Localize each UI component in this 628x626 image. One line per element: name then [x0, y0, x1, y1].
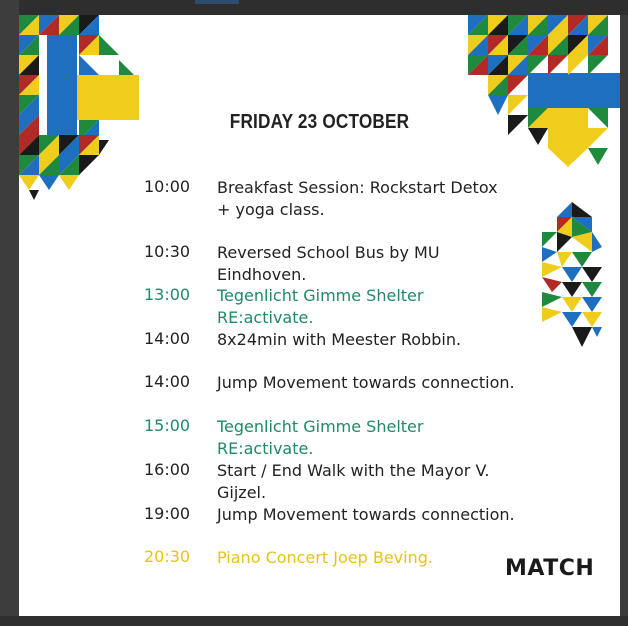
match-logo: MATCH: [505, 556, 595, 581]
entry-title: Piano Concert Joep Beving.: [217, 548, 433, 567]
entry-time: 14:00: [144, 329, 191, 348]
entry-title: Start / End Walk with the Mayor V. Gijzel.: [217, 461, 490, 502]
entry-title: Reversed School Bus by MU Eindhoven.: [217, 243, 440, 284]
entry-title: 8x24min with Meester Robbin.: [217, 330, 462, 349]
day-title: FRIDAY 23 OCTOBER: [229, 111, 410, 133]
backdrop-left-panel: [0, 0, 19, 626]
pattern-top-right-icon: [468, 15, 620, 170]
entry-title: Jump Movement towards connection.: [217, 373, 515, 392]
pattern-top-left-icon: [19, 15, 144, 205]
entry-title: Jump Movement towards connection.: [217, 505, 515, 524]
entry-time: 16:00: [144, 460, 191, 479]
backdrop-tab: [195, 0, 239, 4]
entry-title-line: + yoga class.: [217, 200, 325, 219]
backdrop-bottom-bar: [0, 616, 628, 626]
entry-title: [217, 177, 517, 221]
entry-time: 13:00: [144, 285, 191, 304]
entry-time: 10:30: [144, 242, 191, 261]
entry-time: 15:00: [144, 416, 191, 435]
backdrop-top-bar: [0, 0, 628, 15]
entry-title-line: Breakfast Session: Rockstart Detox: [217, 178, 498, 197]
pattern-right-middle-icon: [542, 202, 608, 352]
entry-title: Tegenlicht Gimme Shelter RE:activate.: [217, 286, 424, 327]
entry-time: 14:00: [144, 372, 191, 391]
entry-time: 19:00: [144, 504, 191, 523]
schedule-card: [19, 15, 620, 616]
entry-time: 20:30: [144, 547, 191, 566]
entry-title: Tegenlicht Gimme Shelter RE:activate.: [217, 417, 424, 458]
backdrop-right-panel: [620, 15, 628, 616]
entry-time: 10:00: [144, 177, 191, 196]
